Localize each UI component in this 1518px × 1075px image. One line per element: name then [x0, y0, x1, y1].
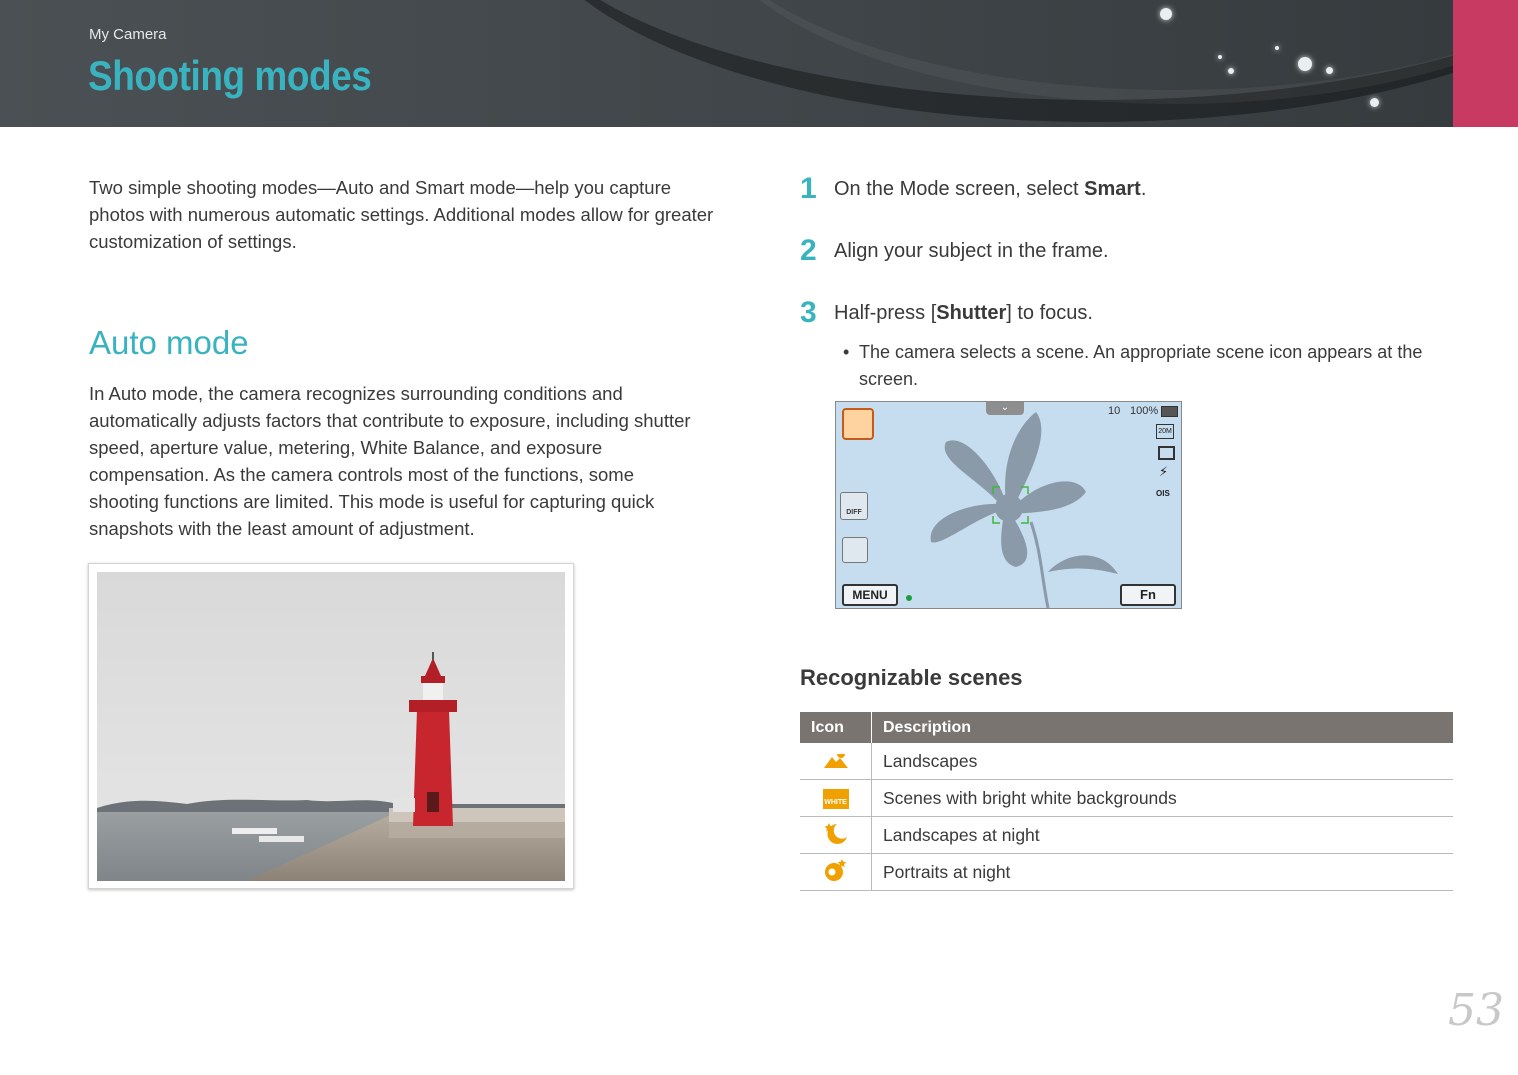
- step-text: .: [1140, 178, 1147, 200]
- table-row: [800, 743, 1453, 780]
- section-label: My Camera: [89, 26, 167, 43]
- header-sparkle: [1370, 98, 1379, 107]
- step-number: 1: [800, 172, 817, 205]
- header-sparkle: [1228, 68, 1234, 74]
- scene-description: Scenes with bright white backgrounds: [872, 780, 1454, 817]
- white-scene-label: WHITE: [823, 789, 849, 809]
- auto-mode-heading: Auto mode: [89, 324, 249, 361]
- white-scene-icon: [800, 780, 872, 817]
- column-header-icon: Icon: [800, 712, 872, 743]
- step-text: On the Mode screen, select: [834, 178, 1085, 200]
- scenes-heading: Recognizable scenes: [800, 665, 1023, 690]
- auto-mode-paragraph: In Auto mode, the camera recognizes surrounding conditions and automatically adjusts factors that contribute to exposure, including shutter speed, aperture value, metering, White Balance, and exposure compensation. As the camera controls most of the functions, some shooting functions are limited. This mode is useful for capturing quick snapshots with the least amount of adjustment.: [89, 383, 691, 539]
- step-1: [800, 172, 1146, 206]
- header-sparkle: [1326, 67, 1333, 74]
- intro-paragraph: Two simple shooting modes—Auto and Smart mode—help you capture photos with numerous automatic settings. Additional modes allow for greater customization of settings.: [89, 177, 714, 252]
- step-text: ] to focus.: [1006, 302, 1093, 324]
- lighthouse-photo-image: [97, 572, 565, 881]
- camera-screen-illustration: [835, 401, 1182, 609]
- column-header-description: Description: [872, 712, 1454, 743]
- step-number: 3: [800, 296, 817, 329]
- battery-level: 100%: [1130, 405, 1159, 417]
- page-number: 53: [1448, 985, 1504, 1036]
- scenes-table: [800, 712, 1453, 891]
- header-sparkle: [1218, 55, 1222, 59]
- table-row: [800, 854, 1453, 891]
- step-number: 2: [800, 234, 817, 267]
- expand-tab[interactable]: ⌄: [986, 402, 1024, 415]
- ois-icon: OIS: [1156, 489, 1170, 498]
- header-sparkle: [1298, 57, 1312, 71]
- photo-size-icon: 20M: [1156, 424, 1174, 439]
- flash-icon: ⚡: [1159, 464, 1169, 479]
- table-row: [800, 817, 1453, 854]
- shots-count: 10: [1108, 405, 1121, 417]
- smart-filter-button[interactable]: [840, 492, 868, 520]
- table-header-row: [800, 712, 1453, 743]
- menu-button[interactable]: MENU: [842, 584, 898, 606]
- diff-label: DIFF: [846, 509, 862, 516]
- scene-icon: [842, 408, 874, 440]
- battery-icon: [1161, 406, 1178, 417]
- fn-button[interactable]: Fn: [1120, 584, 1176, 606]
- flower-silhouette: [836, 402, 1181, 608]
- touch-af-button[interactable]: [842, 537, 868, 563]
- night-portrait-scene-icon: [800, 854, 872, 891]
- scene-description: Landscapes: [872, 743, 1454, 780]
- page-title: Shooting modes: [88, 52, 372, 99]
- lighthouse-photo: [88, 563, 574, 889]
- bullet-icon: •: [843, 342, 850, 362]
- scene-description: Portraits at night: [872, 854, 1454, 891]
- chapter-tab[interactable]: [1453, 0, 1518, 127]
- status-indicator: [906, 595, 912, 601]
- page-header: [0, 0, 1518, 127]
- header-sparkle: [1160, 8, 1172, 20]
- bullet-text: The camera selects a scene. An appropriate scene icon appears at the screen.: [859, 342, 1423, 389]
- step-bold: Shutter: [936, 302, 1007, 324]
- step-text: Align your subject in the frame.: [834, 240, 1109, 262]
- step-2: [800, 234, 1109, 268]
- display-icon: [1158, 446, 1175, 460]
- step-text: Half-press [: [834, 302, 937, 324]
- step-bold: Smart: [1084, 178, 1141, 200]
- step-3: [800, 296, 1093, 330]
- landscape-scene-icon: [800, 743, 872, 780]
- scene-description: Landscapes at night: [872, 817, 1454, 854]
- night-landscape-scene-icon: [800, 817, 872, 854]
- table-row: [800, 780, 1453, 817]
- header-sparkle: [1275, 46, 1279, 50]
